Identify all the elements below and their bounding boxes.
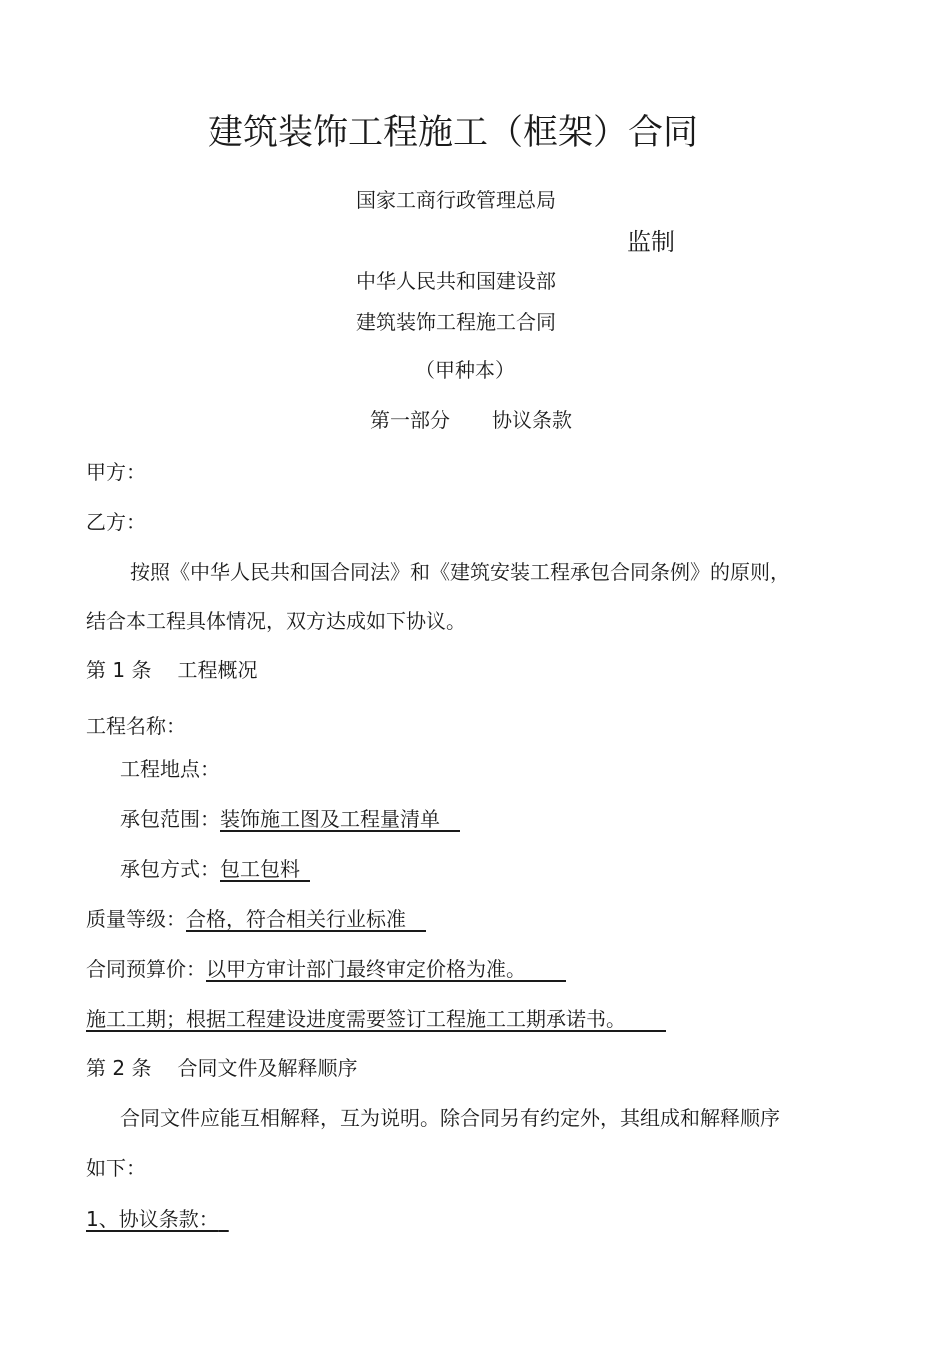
preamble-line-1: 按照《中华人民共和国合同法》和《建筑安装工程承包合同条例》的原则，: [130, 560, 790, 584]
party-a-label: 甲方：: [86, 460, 146, 484]
project-name-label: 工程名称：: [86, 714, 186, 738]
part-heading: [370, 407, 572, 433]
quality-grade-label: 质量等级：: [86, 907, 186, 931]
contract-scope-label: 承包范围：: [120, 807, 220, 831]
budget-price-label: 合同预算价：: [86, 957, 206, 981]
article-2-para-line-1: 合同文件应能互相解释，互为说明。除合同另有约定外，其组成和解释顺序: [120, 1106, 780, 1130]
preamble-line-2: 结合本工程具体情况，双方达成如下协议。: [86, 609, 466, 633]
contract-scope: [120, 806, 460, 832]
article-1-title: 工程概况: [177, 658, 258, 682]
part-number: 第一部分: [370, 408, 450, 432]
document-title: 建筑装饰工程施工（框架）合同: [207, 113, 698, 153]
quality-grade: [86, 906, 426, 932]
budget-price-value: 以甲方审计部门最终审定价格为准。: [206, 957, 526, 981]
project-location-label: 工程地点：: [120, 757, 220, 781]
issuer-saic: 国家工商行政管理总局: [356, 188, 556, 212]
article-2-para-line-2: 如下：: [86, 1156, 146, 1180]
contract-method-value: 包工包料: [220, 857, 300, 881]
article-2-title: 合同文件及解释顺序: [177, 1056, 358, 1080]
list-item-agreement-terms: 1、协议条款：: [86, 1207, 219, 1231]
contract-scope-value: 装饰施工图及工程量清单: [220, 807, 440, 831]
edition-label: （甲种本）: [415, 358, 515, 382]
article-1-heading: [86, 657, 257, 683]
party-b-label: 乙方：: [86, 510, 146, 534]
construction-period: 施工工期；根据工程建设进度需要签订工程施工工期承诺书。: [86, 1007, 626, 1031]
contract-method: [120, 856, 310, 882]
budget-price: [86, 956, 566, 982]
article-1-number: 第 1 条: [86, 658, 152, 682]
part-name: 协议条款: [492, 408, 572, 432]
supervise-label: 监制: [627, 228, 675, 256]
contract-subtitle: 建筑装饰工程施工合同: [356, 310, 556, 334]
contract-method-label: 承包方式：: [120, 857, 220, 881]
issuer-ministry: 中华人民共和国建设部: [356, 269, 556, 293]
article-2-number: 第 2 条: [86, 1056, 152, 1080]
quality-grade-value: 合格，符合相关行业标准: [186, 907, 406, 931]
article-2-heading: [86, 1055, 357, 1081]
